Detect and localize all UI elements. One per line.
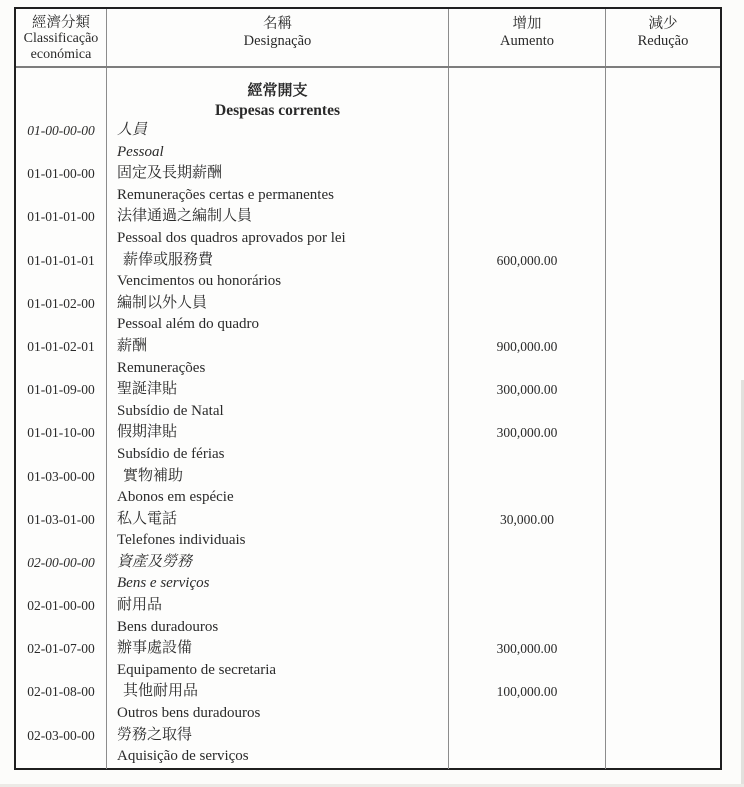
header-cell-classification <box>16 9 107 66</box>
row-code: 01-01-01-00 <box>27 209 95 225</box>
header-cell-increase <box>449 9 606 66</box>
row-name-pt: Pessoal além do quadro <box>117 316 260 333</box>
row-name-zh: 假期津貼 <box>117 424 178 441</box>
section-title-pt: Despesas correntes <box>215 102 340 119</box>
row-name-zh: 薪俸或服務費 <box>123 251 214 268</box>
section-header-row <box>16 68 720 120</box>
row-name-pt: Aquisição de serviços <box>117 748 249 765</box>
table-row <box>16 509 720 552</box>
row-name-zh: 人員 <box>117 122 148 138</box>
row-code: 02-01-00-00 <box>27 598 95 614</box>
table-header <box>16 9 720 68</box>
row-code: 01-01-02-01 <box>27 338 95 354</box>
row-name-zh: 辦事處設備 <box>117 640 193 657</box>
section-title-zh: 經常開支 <box>247 83 308 99</box>
table-row <box>16 422 720 465</box>
row-code: 01-01-10-00 <box>27 425 95 441</box>
row-code: 02-01-08-00 <box>27 684 95 700</box>
row-name-pt: Remunerações <box>117 359 206 376</box>
row-name-pt: Subsídio de Natal <box>117 402 224 419</box>
row-name-zh: 固定及長期薪酬 <box>117 165 223 182</box>
row-code: 01-01-01-01 <box>27 252 95 268</box>
row-name-zh: 資產及勞務 <box>117 553 193 570</box>
header-designation-zh: 名稱 <box>263 16 292 32</box>
row-name-pt: Bens duradouros <box>117 618 219 635</box>
table-row <box>16 595 720 638</box>
row-name-pt: Outros bens duradouros <box>117 705 261 722</box>
row-code: 01-00-00-00 <box>27 123 95 138</box>
header-reduction-zh: 減少 <box>648 16 678 32</box>
row-aumento: 900,000.00 <box>496 338 558 354</box>
header-classification-pt: Classificação económica <box>23 31 99 62</box>
row-aumento: 300,000.00 <box>496 382 558 398</box>
row-name-pt: Remunerações certas e permanentes <box>117 186 334 203</box>
row-name-zh: 其他耐用品 <box>123 683 199 700</box>
budget-table <box>14 7 722 770</box>
table-body <box>16 68 720 768</box>
table-row <box>16 293 720 336</box>
row-code: 01-03-00-00 <box>27 468 95 484</box>
table-row <box>16 336 720 379</box>
row-name-zh: 聖誕津貼 <box>117 381 178 398</box>
row-name-pt: Telefones individuais <box>117 532 246 549</box>
row-aumento: 100,000.00 <box>496 684 558 700</box>
row-name-pt: Equipamento de secretaria <box>117 661 277 678</box>
table-row <box>16 681 720 724</box>
header-cell-reduction <box>606 9 720 66</box>
row-name-zh: 耐用品 <box>117 597 163 614</box>
row-name-zh: 私人電話 <box>117 510 178 527</box>
row-aumento: 600,000.00 <box>496 252 558 268</box>
table-row <box>16 552 720 595</box>
row-name-pt: Pessoal <box>117 143 164 160</box>
header-reduction-pt: Redução <box>637 32 689 49</box>
row-name-zh: 法律通過之編制人員 <box>117 208 253 225</box>
table-row <box>16 120 720 163</box>
table-row <box>16 206 720 249</box>
header-increase-zh: 增加 <box>512 16 542 32</box>
row-code: 01-01-02-00 <box>27 295 95 311</box>
row-name-pt: Bens e serviços <box>117 575 210 592</box>
table-row <box>16 466 720 509</box>
row-code: 01-03-01-00 <box>27 511 95 527</box>
row-name-zh: 編制以外人員 <box>117 294 208 311</box>
header-cell-designation <box>107 9 449 66</box>
row-code: 02-03-00-00 <box>27 727 95 743</box>
table-row <box>16 250 720 293</box>
row-code: 02-01-07-00 <box>27 641 95 657</box>
row-aumento: 30,000.00 <box>500 511 554 527</box>
row-aumento: 300,000.00 <box>496 641 558 657</box>
row-name-zh: 實物補助 <box>123 467 184 484</box>
table-row <box>16 163 720 206</box>
row-name-zh: 勞務之取得 <box>117 726 193 743</box>
header-classification-zh: 經濟分類 <box>32 15 90 31</box>
header-increase-pt: Aumento <box>500 32 554 49</box>
row-name-pt: Subsídio de férias <box>117 445 225 462</box>
row-code: 01-01-09-00 <box>27 382 95 398</box>
table-row <box>16 638 720 681</box>
row-code: 01-01-00-00 <box>27 166 95 182</box>
row-name-zh: 薪酬 <box>117 337 148 354</box>
row-aumento: 300,000.00 <box>496 425 558 441</box>
row-code: 02-00-00-00 <box>27 554 95 570</box>
row-name-pt: Vencimentos ou honorários <box>117 273 282 290</box>
row-name-pt: Abonos em espécie <box>117 489 234 506</box>
header-designation-pt: Designação <box>243 32 312 49</box>
table-row <box>16 725 720 768</box>
table-row <box>16 379 720 422</box>
row-name-pt: Pessoal dos quadros aprovados por lei <box>117 229 346 246</box>
